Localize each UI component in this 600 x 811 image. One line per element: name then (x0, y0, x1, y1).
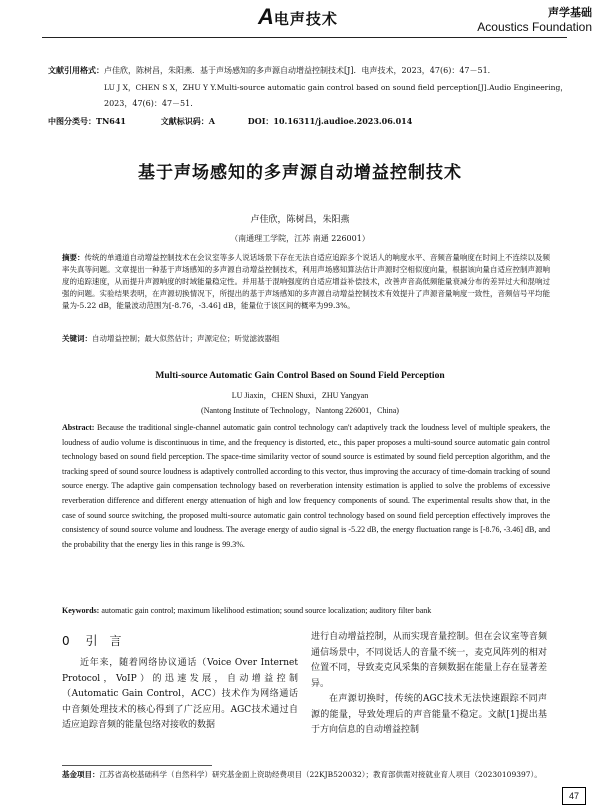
authors-cn: 卢佳欣，陈树昌，朱阳燕 (250, 215, 350, 225)
logo-letter: A (258, 4, 274, 29)
funding-text: 江苏省高校基础科学（自然科学）研究基金面上资助经费项目（22KJB520032）；教育部供需对接就业育人项目（20230109397）。 (99, 770, 542, 779)
abstract-cn-text: 传统的单通道自动增益控制技术在会议室等多人说话场景下存在无法自适应追踪多个说话人的响度水平、音频音量响度在时间上不连续以及频率失真等问题。文章提出一种基于声场感知的多声源自动增益控制技术，利用声场感知算法估计声源时空相似度向量，根据该向量自适应控制声源响度的追踪速度，从而提升声源响度的时域能量稳定性。并用基于混响强度的自适应增益补偿技术，改善声音高低频能量衰减分布的差异过大和混响过强的问题。实验结果表明，在声源切换情况下，所提出的基于声场感知的多声源自动增益控制技术有效提升了声源音量响度一致性，音频信号平均能量为-5.22 dB，能量波动范围为[-8.76，-3.46] dB，能量位于该区间的概率为99.3%。 (62, 253, 551, 310)
citation-line-1 (48, 64, 496, 77)
paper-title-en: Multi-source Automatic Gain Control Based on Sound Field Perception (155, 371, 445, 381)
paper-title-cn: 基于声场感知的多声源自动增益控制技术 (138, 163, 462, 183)
authors-en: LU Jiaxin，CHEN Shuxi，ZHU Yangyan (231, 391, 369, 400)
section-name-en: Acoustics Foundation (477, 20, 592, 34)
doc-code: 文献标识码：A (160, 116, 215, 126)
keywords-en (62, 604, 550, 619)
citation-line-2: LU J X，CHEN S X，ZHU Y Y.Multi-source automatic gain control based on sound field perception[J].Audio Engineering， (104, 83, 568, 92)
footnote-rule (62, 765, 212, 766)
keywords-cn-label: 关键词： (62, 334, 92, 343)
header-rule (42, 37, 567, 38)
citation-cn: 卢佳欣，陈树昌，朱阳燕．基于声场感知的多声源自动增益控制技术[J]．电声技术，2023，47(6)：47－51． (104, 66, 496, 75)
section-title: 引 言 (85, 634, 122, 648)
meta-line (48, 116, 412, 127)
doi: DOI：10.16311/j.audioe.2023.06.014 (247, 116, 413, 126)
body-paragraph: 在声源切换时，传统的AGC技术无法快速跟踪不同声源的能量，导致处理后的声音能量不稳定。文献[1]提出基于方向信息的自动增益控制 (311, 694, 547, 735)
abstract-en-label: Abstract: (62, 423, 95, 432)
funding-label: 基金项目： (62, 770, 100, 779)
keywords-cn (62, 333, 550, 345)
abstract-cn (62, 252, 550, 312)
citation-line-3: 2023，47(6)：47－51. (104, 99, 193, 108)
section-name-cn: 声学基础 (548, 7, 592, 19)
keywords-en-text: automatic gain control; maximum likelihood estimation; sound source localization; auditory filter bank (101, 606, 432, 615)
section-heading (62, 632, 121, 649)
journal-logo (258, 4, 338, 30)
body-paragraph: 进行自动增益控制，从而实现音量控制。但在会议室等音频通信场景中，不同说话人的音量不统一，麦克风阵列的相对位置不同，导致麦克风采集的音频数据在能量上存在显著差异。 (311, 632, 547, 689)
keywords-en-label: Keywords: (62, 606, 100, 615)
keywords-cn-text: 自动增益控制；最大似然估计；声源定位；听觉滤波器组 (92, 334, 280, 343)
abstract-en-text: Because the traditional single-channel automatic gain control technology can't adaptively track the loudness level of multiple speakers, the loudness of audio volume is discontinuous in time, and the frequency is distorted, etc., this paper proposes a multi-sound source automatic gain control technology based on sound field perception. The space-time similarity vector of sound source is estimated by sound field perception algorithm, and the tracking speed of sound source loudness is adaptively controlled according to this vector, thus improving the accuracy of time-domain tracking of sound source energy. The adaptive gain compensation technology based on reverberation intensity estimation is applied to solve the problems of excessive reverberation difference and different energy attenuation of high and low frequency components of sound. The experimental results show that, in the case of sound source switching, the proposed multi-source automatic gain control technology based on sound field perception effectively improves the consistency of sound source volume and loudness. The average energy of audio signal is -5.22 dB, the energy fluctuation range is [-8.76, -3.46] dB, and the probability that the energy lies in this range is 99.3%. (62, 423, 551, 549)
affiliation-en: (Nantong Institute of Technology，Nantong 226001，China) (201, 406, 399, 415)
body-right-column (311, 630, 547, 739)
section-number: 0 (62, 634, 70, 648)
abstract-cn-label: 摘要： (62, 253, 85, 262)
clc-number: 中图分类号：TN641 (48, 116, 126, 126)
section-header (477, 4, 592, 34)
page-number: 47 (562, 787, 586, 805)
citation-label: 文献引用格式： (48, 65, 104, 75)
body-left-column (62, 656, 298, 734)
abstract-en (62, 421, 550, 552)
funding-note (62, 769, 562, 781)
affiliation-cn: （南通理工学院，江苏 南通 226001） (230, 234, 370, 243)
body-paragraph: 近年来，随着网络协议通话（Voice Over Internet Protocol，VoIP）的迅速发展，自动增益控制（Automatic Gain Control，ACC）技术作为网络通话中音频处理技术的核心得到了广泛应用。AGC技术通过自适应追踪音频的能量包络对接收的数据 (62, 658, 298, 730)
logo-text: 电声技术 (273, 11, 338, 28)
